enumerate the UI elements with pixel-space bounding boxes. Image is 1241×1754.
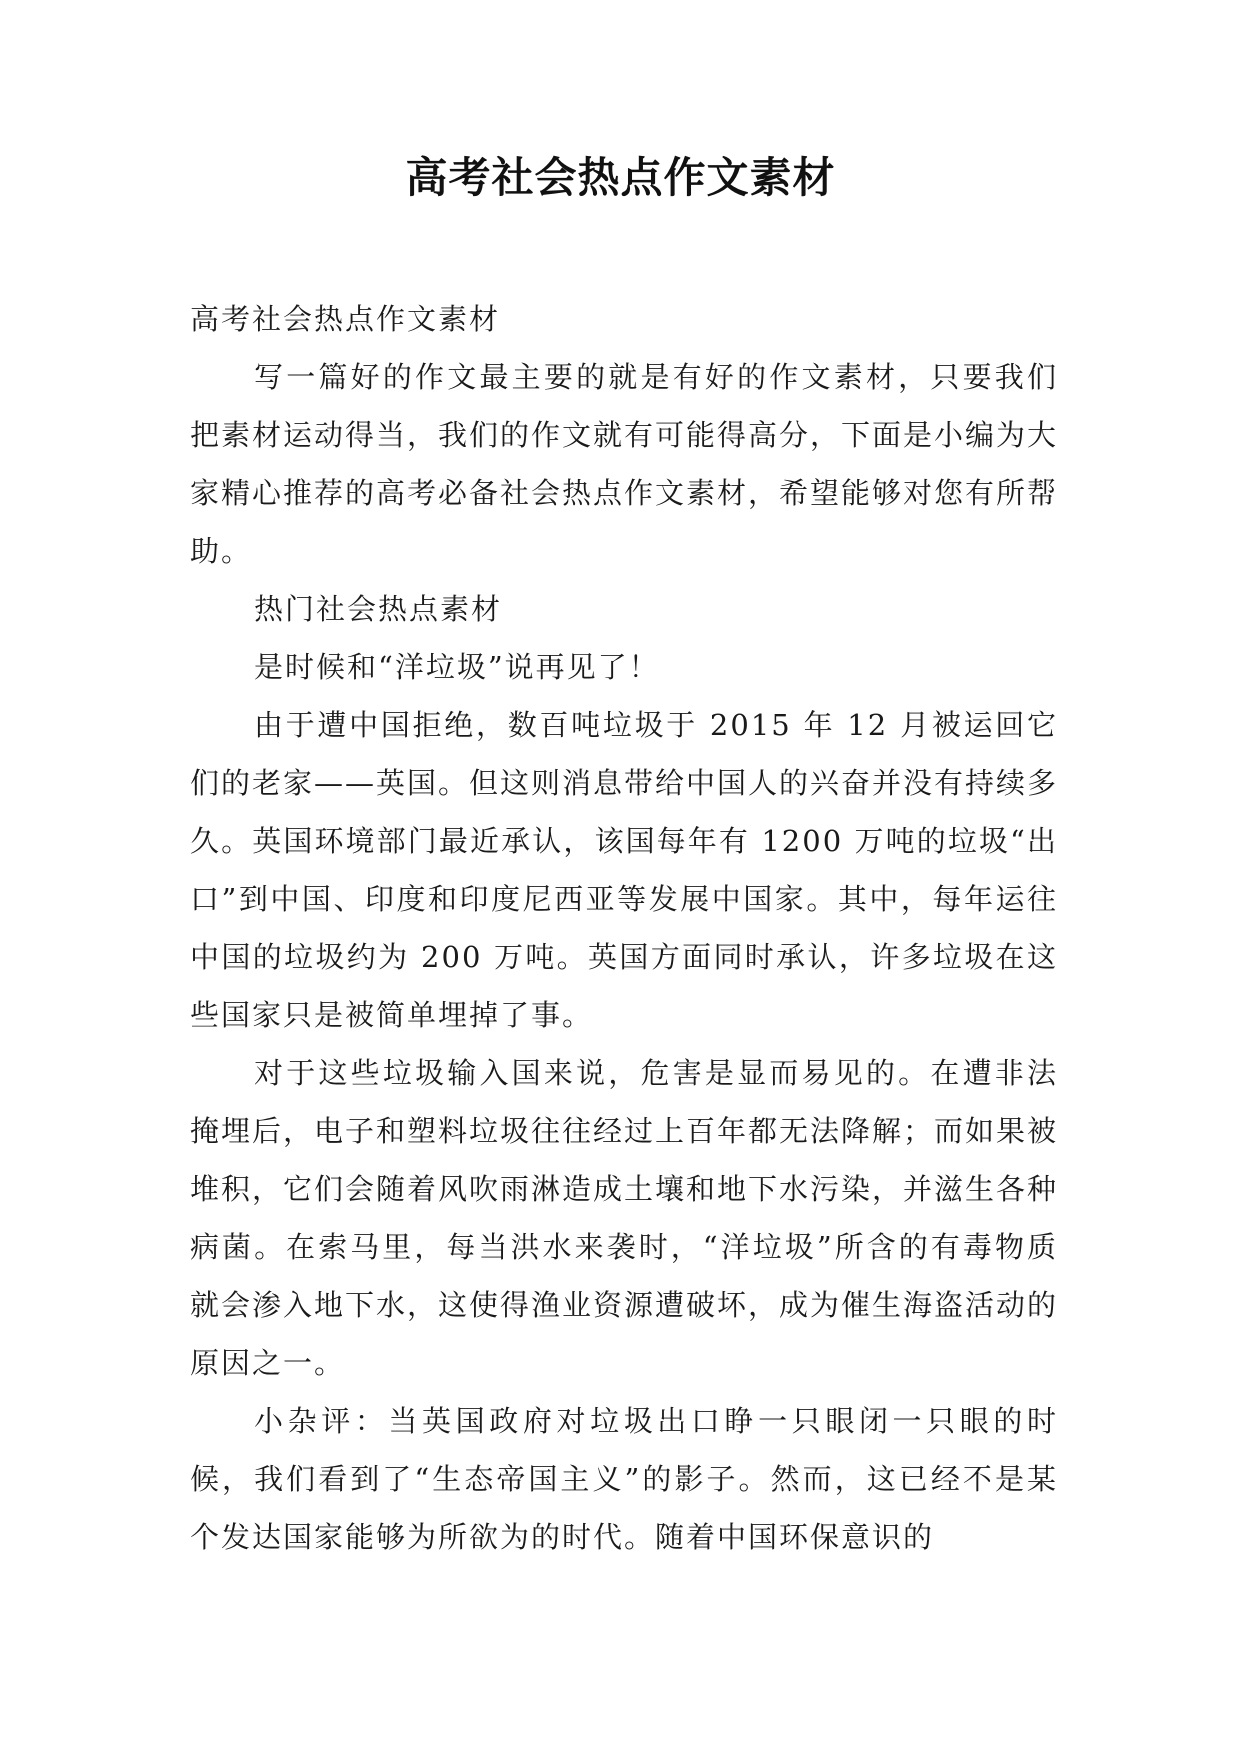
paragraph-intro: 写一篇好的作文最主要的就是有好的作文素材，只要我们把素材运动得当，我们的作文就有可能得高分，下面是小编为大家精心推荐的高考必备社会热点作文素材，希望能够对您有所帮助。 (190, 360, 1059, 568)
topic-heading: 是时候和“洋垃圾”说再见了！ (254, 650, 660, 684)
paragraph-commentary: 小杂评：当英国政府对垃圾出口睁一只眼闭一只眼的时候，我们看到了“生态帝国主义”的影子。然而，这已经不是某个发达国家能够为所欲为的时代。随着中国环保意识的 (190, 1404, 1058, 1554)
section-heading: 热门社会热点素材 (254, 592, 503, 626)
paragraph-body: 对于这些垃圾输入国来说，危害是显而易见的。在遭非法掩埋后，电子和塑料垃圾往往经过上百年都无法降解；而如果被堆积，它们会随着风吹雨淋造成土壤和地下水污染，并滋生各种病菌。在索马里，每当洪水来袭时，“洋垃圾”所含的有毒物质就会渗入地下水，这使得渔业资源遭破坏，成为催生海盗活动的原因之一。 (190, 1056, 1059, 1380)
paragraph-body: 由于遭中国拒绝，数百吨垃圾于 2015 年 12 月被运回它们的老家——英国。但这则消息带给中国人的兴奋并没有持续多久。英国环境部门最近承认，该国每年有 1200 万吨的垃圾“出口”到中国、印度和印度尼西亚等发展中国家。其中，每年运往中国的垃圾约为 200 万吨。英国方面同时承认，许多垃圾在这些国家只是被简单埋掉了事。 (190, 708, 1059, 1032)
page-title: 高考社会热点作文素材 (405, 153, 836, 202)
document-body (190, 290, 1058, 1566)
paragraph-subtitle: 高考社会热点作文素材 (190, 302, 501, 336)
